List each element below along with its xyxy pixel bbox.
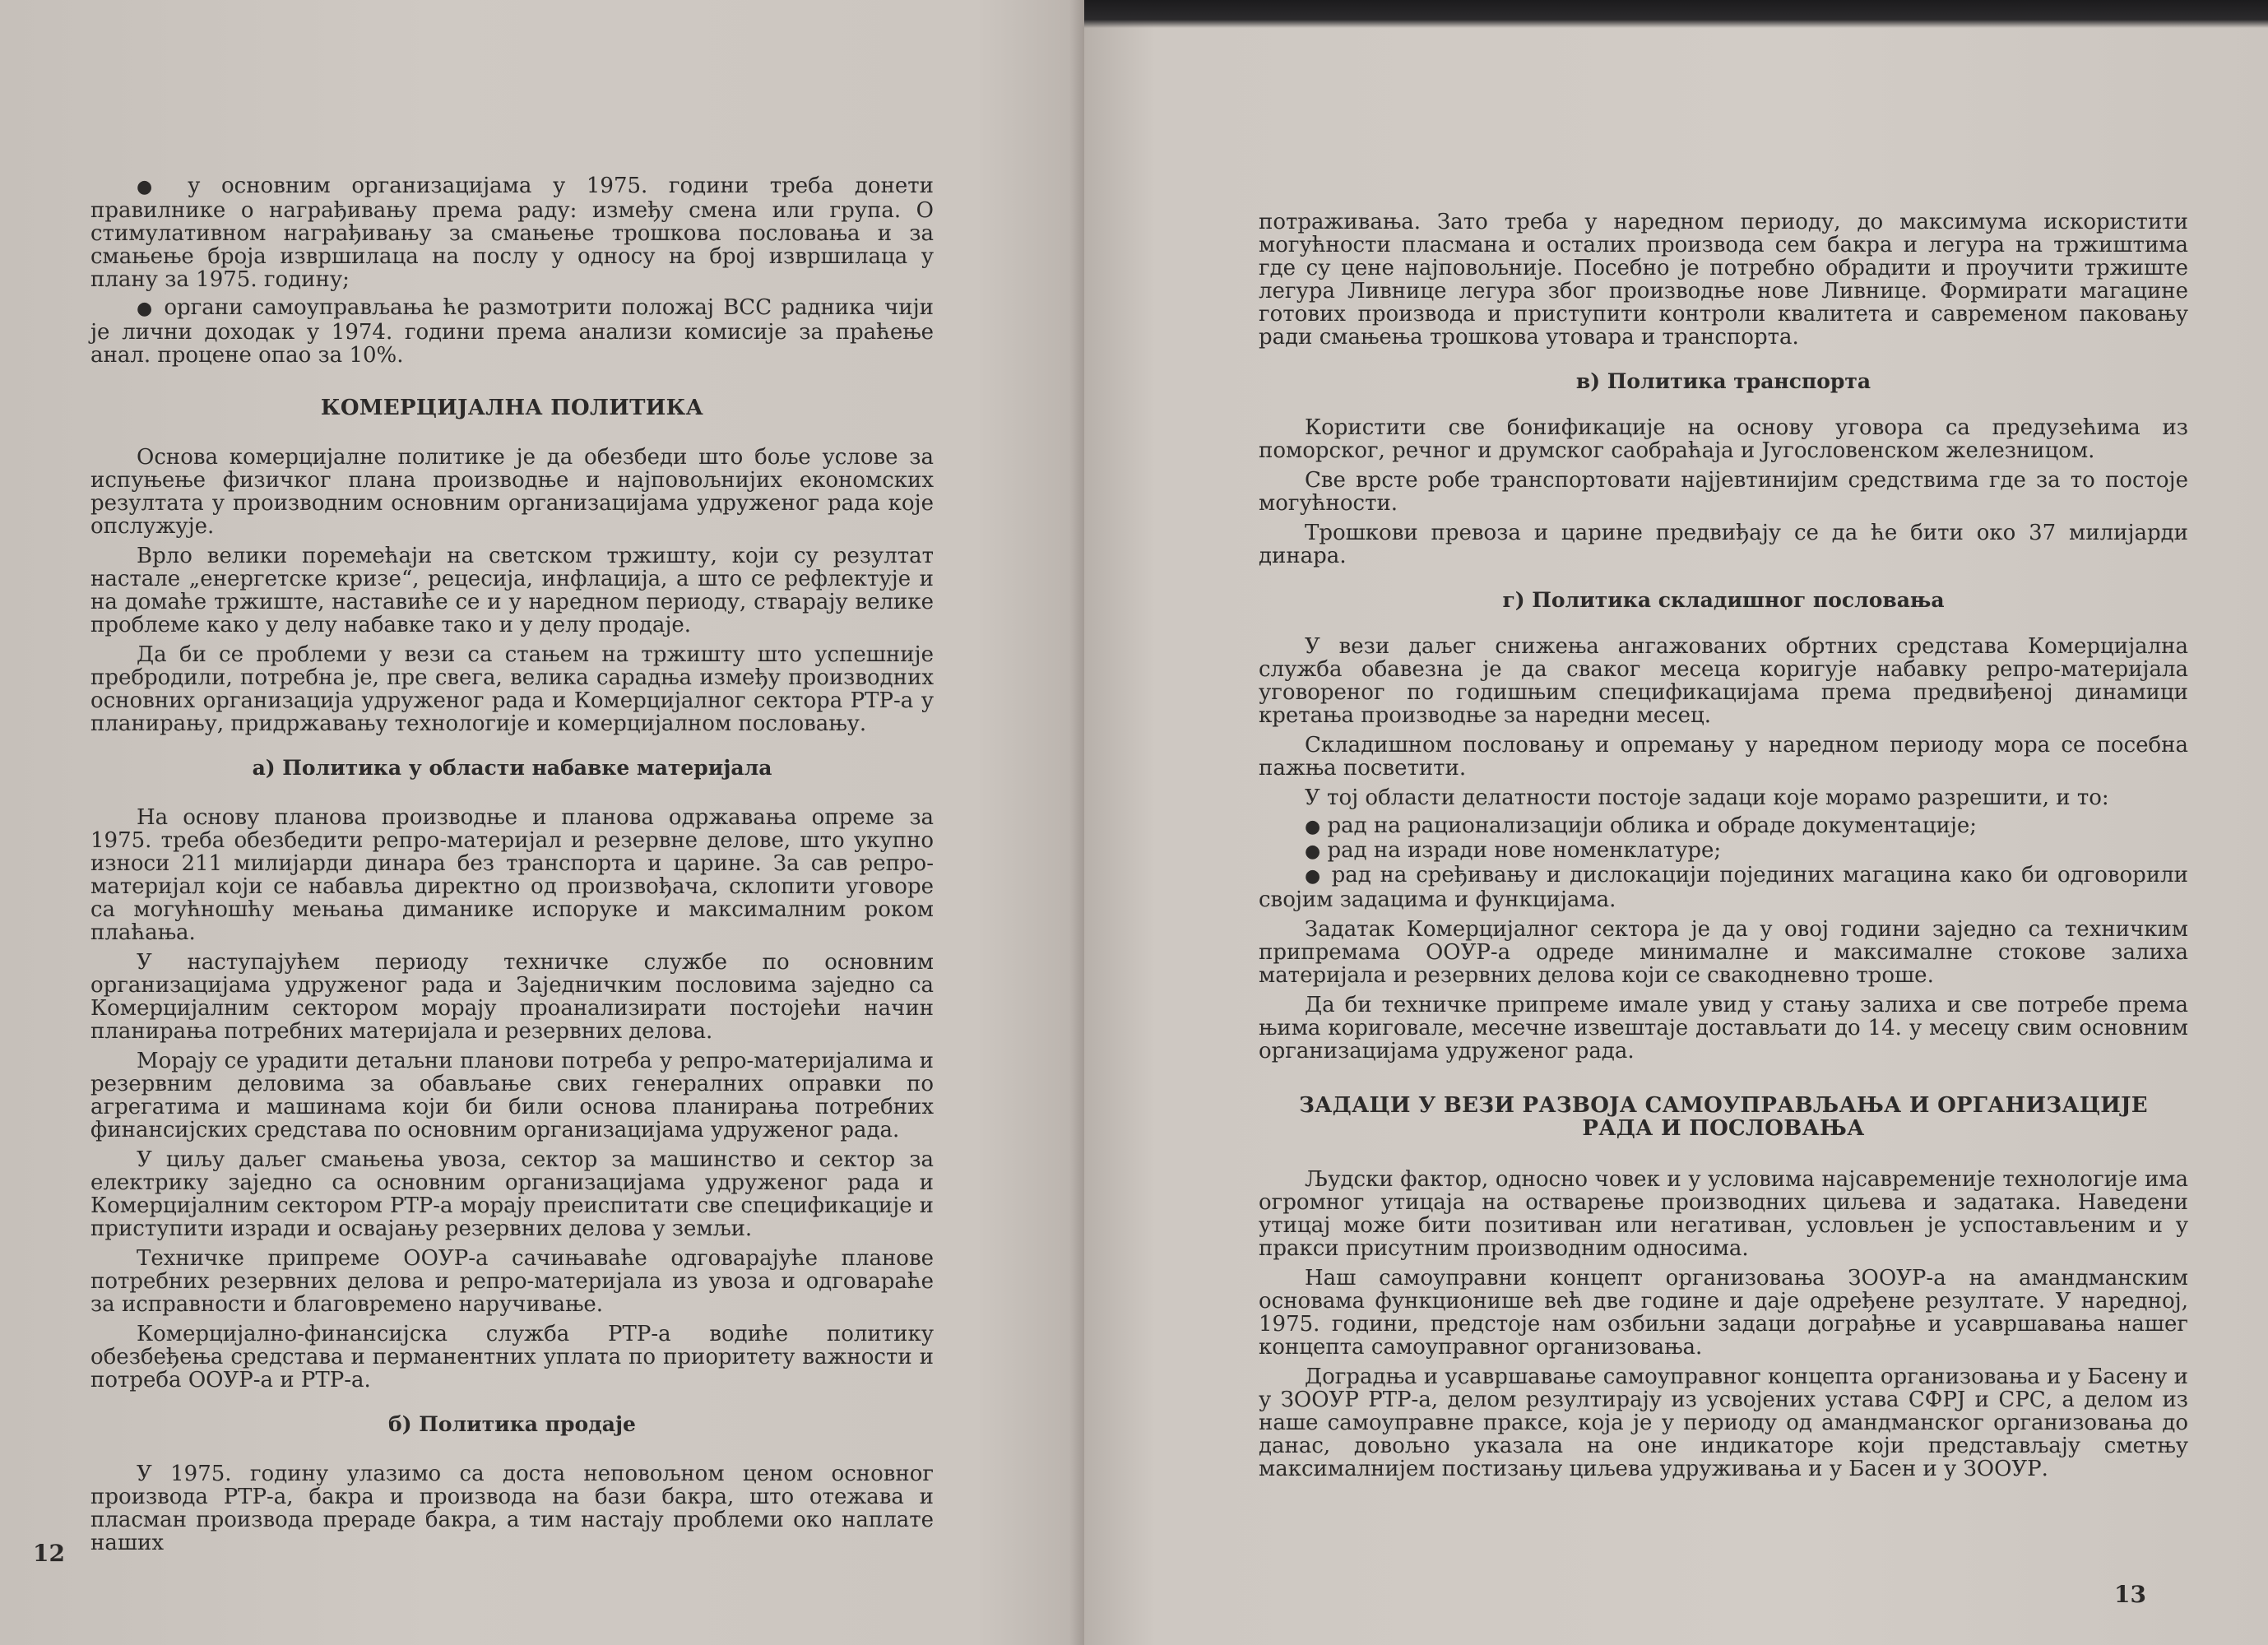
bullet-item: ● у основним организацијама у 1975. години треба донети правилнике о награђивању према раду: између смена или група. О стимулативном награђивању за смањење трошкова пословања и за смањење броја извршилаца на послу у односу на број извршилаца у плану за 1975. годину;: [90, 174, 935, 292]
paragraph: Да би техничке припреме имале увид у стању залиха и све потребе према њима кориговале, месечне извештаје достављати до 14. у месецу свим основним организацијама удруженог рада.: [1259, 993, 2188, 1063]
paragraph: Комерцијално-финансијска служба РТР-а водиће политику обезбеђења средстава и перманентних уплата по приоритету важности и потреба ООУР-а и РТР-а.: [90, 1322, 934, 1392]
bullet-icon: ●: [137, 299, 155, 319]
right-page: [1084, 0, 2268, 1645]
subsection-a-title: а) Политика у области набавке материјала: [252, 756, 772, 780]
paragraph: На основу планова производње и планова одржавања опреме за 1975. треба обезбедити репро-материјал и резервне делове, што укупно износи 211 милијарди динара без транспорта и царине. За сав репро-материјал који се набавља директно од произвођача, склопити уговоре са могућношћу мењања диманике испоруке и максималним роком плаћања.: [90, 805, 934, 945]
page-number: 12: [33, 1540, 65, 1567]
page-number: 13: [2114, 1581, 2146, 1608]
paragraph: Да би се проблеми у вези са стањем на тржишту што успешније пребродили, потребна је, пре свега, велика сарадња између производних основних организација удруженог рада и Комерцијалног сектора РТР-а у планирању, придржавању технологије и комерцијалном пословању.: [90, 642, 934, 736]
bullet-icon: ●: [137, 177, 167, 197]
bullet-item: ● органи самоуправљања ће размотрити положај ВСС радника чији је лични доходак у 1974. години према анализи комисије за праћење анал. процене опао за 10%.: [90, 295, 934, 368]
paragraph: Трошкови превоза и царине предвиђају се да ће бити око 37 милијарди динара.: [1259, 521, 2188, 568]
paragraph: Техничке припреме ООУР-а сачињаваће одговарајуће планове потребних резервних делова и репро-материјала из увоза и одговараће за исправности и благовремено наручивање.: [90, 1246, 934, 1317]
paragraph: Задатак Комерцијалног сектора је да у овој години заједно са техничким припремама ООУР-а одреде минималне и максималне стокове залиха материјала и резервних делова који се свакодневно троше.: [1259, 917, 2188, 988]
bullet-icon: ●: [1305, 817, 1321, 837]
bullet-icon: ●: [1305, 841, 1321, 862]
bullet-icon: ●: [1305, 866, 1323, 887]
paragraph: Користити све бонификације на основу уговора са предузећима из поморског, речног и друмског саобраћаја и Југословенском железницом.: [1259, 415, 2188, 463]
paragraph: Доградња и усавршавање самоуправног концепта организовања и у Басену и у ЗООУР РТР-а, делом резултирају из усвојених устава СФРЈ и СРС, а делом из наше самоуправне праксе, која је у периоду од амандманског организовања до данас, довољно указала на оне индикаторе који представљају сметњу максималнијем постизању циљева удруживања и у Басен и у ЗООУР.: [1259, 1365, 2188, 1481]
section-title-selfmanagement-line1: ЗАДАЦИ У ВЕЗИ РАЗВОЈА САМОУПРАВЉАЊА И ОРГАНИЗАЦИЈЕ: [1299, 1093, 2148, 1118]
paragraph: У наступајућем периоду техничке службе по основним организацијама удруженог рада и Заједничким пословима заједно са Комерцијалним сектором морају проанализирати постојећи начин планирања потребних материјала и резервних делова.: [90, 950, 934, 1044]
section-title-selfmanagement-line2: РАДА И ПОСЛОВАЊА: [1582, 1116, 1865, 1141]
book-cover-edge: [1084, 0, 2268, 28]
left-page: [0, 0, 1084, 1645]
bullet-item: ● рад на изради нове номенклатуре;: [1305, 838, 1722, 863]
paragraph: потраживања. Зато треба у наредном периоду, до максимума искористити могућности пласмана и осталих производа сем бакра и легура на тржиштима где су цене најповољније. Посебно је потребно обрадити и проучити тржиште легура Ливнице легура због производње нове Ливнице. Формирати магацине готових производа и приступити контроли квалитета и савременом паковању ради смањења трошкова утовара и транспорта.: [1259, 210, 2188, 350]
paragraph: Све врсте робе транспортовати најјевтинијим средствима где за то постоје могућности.: [1259, 468, 2188, 516]
subsection-v-title: в) Политика транспорта: [1575, 369, 1871, 393]
paragraph: У вези даљег снижења ангажованих обртних средстава Комерцијална служба обавезна је да сваког месеца коригује набавку репро-материјала уговореног по годишњим спецификацијама према предвиђеној динамици кретања производње за наредни месец.: [1259, 634, 2188, 728]
section-title-commercial: КОМЕРЦИЈАЛНА ПОЛИТИКА: [320, 396, 704, 420]
paragraph: У циљу даљег смањења увоза, сектор за машинство и сектор за електрику заједно са основним организацијама удруженог рада и Комерцијалним сектором РТР-а морају преиспитати све спецификације и приступити изради и освајању резервних делова у земљи.: [90, 1147, 934, 1241]
paragraph: Основа комерцијалне политике је да обезбеди што боље услове за испуњење физичког плана производње и најповољнијих економских резултата у производним основним организацијама удруженог рада које опслужује.: [90, 445, 934, 539]
subsection-b-title: б) Политика продаје: [388, 1412, 636, 1436]
bullet-item: ● рад на рационализацији облика и обраде документације;: [1305, 813, 1978, 838]
paragraph: Људски фактор, односно човек и у условима најсавременије технологије има огромног утицаја на остварење производних циљева и задатака. Наведени утицај може бити позитиван или негативан, условљен је успостављеним и у пракси присутним производним односима.: [1259, 1167, 2188, 1261]
left-text-column: [90, 0, 934, 1555]
right-text-column: [1259, 0, 2188, 1480]
subsection-g-title: г) Политика складишног пословања: [1502, 588, 1945, 612]
paragraph: Морају се урадити детаљни планови потреба у репро-материјалима и резервним деловима за обављање свих генералних оправки по агрегатима и машинама који би били основа планирања потребних финансијских средстава по основним организацијама удруженог рада.: [90, 1049, 934, 1142]
paragraph: Врло велики поремећаји на светском тржишту, који су резултат настале „енергетске кризе“, рецесија, инфлација, а што се рефлектује и на домаће тржиште, наставиће се и у наредном периоду, стварају велике проблеме како у делу набавке тако и у делу продаје.: [90, 544, 934, 637]
paragraph: Складишном пословању и опремању у наредном периоду мора се посебна пажња посветити.: [1259, 733, 2188, 781]
paragraph: У 1975. годину улазимо са доста неповољном ценом основног производа РТР-а, бакра и производа на бази бакра, што отежава и пласман производа прераде бакра, а тим настају проблеми око наплате наших: [90, 1462, 934, 1555]
paragraph: У тој области делатности постоје задаци које морамо разрешити, и то:: [1305, 785, 2109, 810]
paragraph: Наш самоуправни концепт организовања ЗООУР-а на амандманским основама функционише већ две године и даје одређене резултате. У наредној, 1975. години, предстоје нам озбиљни задаци дограђње и усавршавања нашег концепта самоуправног организовања.: [1259, 1266, 2188, 1360]
bullet-item: ● рад на сређивању и дислокацији појединих магацина како би одговорили својим задацима и функцијама.: [1259, 863, 2188, 912]
